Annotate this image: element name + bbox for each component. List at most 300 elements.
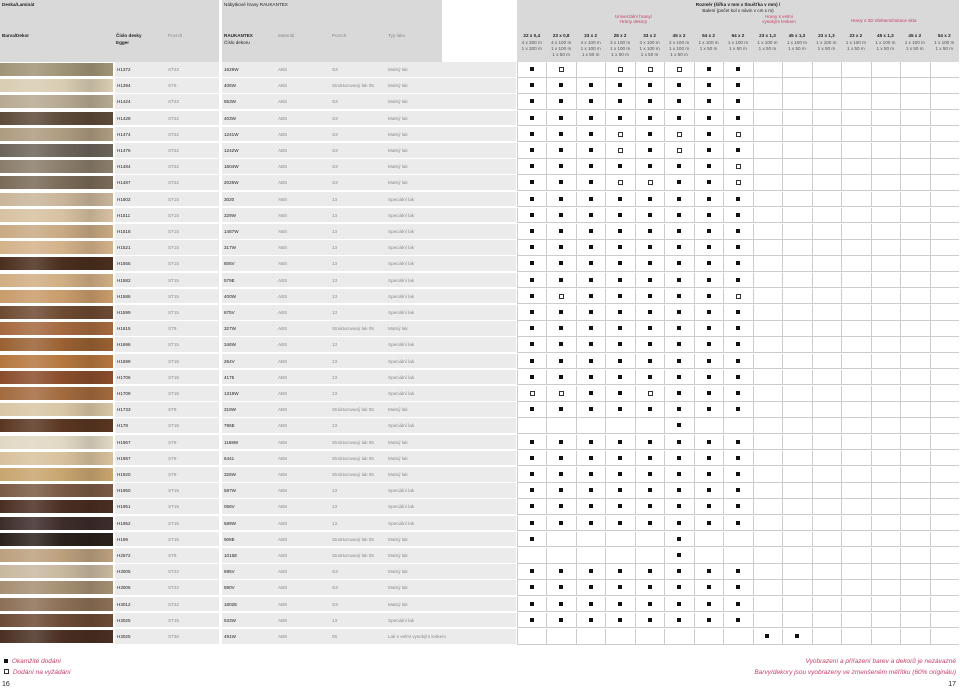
grid-line [871, 370, 872, 385]
table-row [0, 192, 960, 207]
grid-line [841, 402, 842, 417]
cell-surface: ST15 [168, 342, 179, 348]
filled-square-icon [618, 278, 622, 282]
cell-surface: ST15 [168, 212, 179, 218]
filled-square-icon [618, 326, 622, 330]
grid-line [517, 532, 518, 547]
grid-line [664, 597, 665, 612]
filled-square-icon [707, 359, 711, 363]
grid-line [753, 402, 754, 417]
cell-egger: H1372 [117, 67, 131, 72]
grid-line [517, 629, 518, 644]
size-col-pack1: 1 x 100 m [934, 40, 955, 45]
decor-swatch [0, 338, 113, 351]
cell-code: 400W [224, 293, 237, 299]
cell-code: 1629W [224, 67, 239, 72]
filled-square-icon [677, 504, 681, 508]
row-availability [517, 62, 959, 78]
filled-square-icon [589, 375, 593, 379]
grid-line [635, 175, 636, 190]
table-row [0, 208, 960, 223]
filled-square-icon [677, 116, 681, 120]
cell-mat: ABS [278, 212, 288, 218]
grid-line [812, 516, 813, 531]
grid-line [782, 78, 783, 93]
grid-line [782, 62, 783, 77]
filled-square-icon [707, 342, 711, 346]
filled-square-icon [648, 375, 652, 379]
grid-line [900, 629, 901, 644]
row-gap [219, 613, 222, 628]
grid-line [841, 451, 842, 466]
grid-line [517, 386, 518, 401]
filled-square-icon [677, 618, 681, 622]
grid-line [871, 289, 872, 304]
row-gap [219, 337, 222, 352]
grid-line [841, 564, 842, 579]
table-row [0, 418, 960, 433]
grid-line [694, 597, 695, 612]
filled-square-icon [736, 148, 740, 152]
grid-line [930, 111, 931, 126]
grid-line [930, 564, 931, 579]
filled-square-icon [530, 197, 534, 201]
cell-code: 264V [224, 358, 235, 364]
row-availability [517, 240, 959, 256]
cell-pov: Strukturovaný lak 05 [332, 536, 374, 542]
grid-line [635, 499, 636, 514]
filled-square-icon [648, 359, 652, 363]
size-col-sizes: 23 x 0,8 [552, 33, 570, 38]
grid-line [900, 94, 901, 109]
size-col-pack3: 1 x 50 m [611, 52, 629, 57]
grid-line [546, 435, 547, 450]
filled-square-icon [736, 618, 740, 622]
grid-line [900, 516, 901, 531]
decor-swatch [0, 371, 113, 384]
decor-swatch [0, 306, 113, 319]
grid-line [664, 273, 665, 288]
size-col-pack1: 4 x 300 m [521, 40, 542, 45]
open-square-icon [648, 67, 653, 72]
grid-line [753, 499, 754, 514]
filled-square-icon [707, 407, 711, 411]
grid-line [605, 256, 606, 271]
filled-square-icon [648, 83, 652, 87]
cell-surface: ST15 [168, 374, 179, 380]
cell-egger: H1706 [117, 374, 131, 380]
grid-line [782, 386, 783, 401]
cell-surface: ST9 [168, 455, 177, 461]
cell-lak: Speciální lak [388, 245, 415, 251]
grid-line [782, 418, 783, 433]
grid-line [664, 418, 665, 433]
grid-line [900, 321, 901, 336]
grid-line [723, 597, 724, 612]
filled-square-icon [648, 504, 652, 508]
note-1: Vyobrazení a přiřazení barev a dekorů je nezávazné [805, 658, 956, 665]
grid-line [812, 224, 813, 239]
filled-square-icon [707, 261, 711, 265]
grid-line [635, 483, 636, 498]
grid-line [664, 499, 665, 514]
size-col-pack2: 1 x 50 m [817, 46, 836, 51]
grid-line [576, 62, 577, 77]
table-row [0, 483, 960, 498]
row-availability [517, 337, 959, 353]
decor-swatch [0, 128, 113, 141]
grid-line [664, 386, 665, 401]
grid-line [694, 159, 695, 174]
grid-line [753, 175, 754, 190]
grid-line [517, 208, 518, 223]
grid-line [576, 256, 577, 271]
grid-line [753, 564, 754, 579]
filled-square-icon [648, 261, 652, 265]
cell-mat: ABS [278, 504, 288, 510]
filled-square-icon [736, 326, 740, 330]
grid-line [753, 467, 754, 482]
decor-swatch [0, 484, 113, 497]
grid-line [635, 467, 636, 482]
filled-square-icon [589, 585, 593, 589]
grid-line [753, 354, 754, 369]
grid-line [605, 289, 606, 304]
row-availability [517, 629, 959, 645]
grid-line [723, 289, 724, 304]
filled-square-icon [589, 310, 593, 314]
cell-pov: 13 [332, 310, 338, 315]
grid-line [782, 629, 783, 644]
filled-square-icon [530, 440, 534, 444]
cell-code: 553W [224, 99, 237, 105]
open-square-icon [618, 132, 623, 137]
grid-line [694, 337, 695, 352]
filled-square-icon [618, 310, 622, 314]
grid-line [635, 78, 636, 93]
grid-line [812, 256, 813, 271]
cell-code: 695V [224, 569, 235, 575]
grid-line [605, 418, 606, 433]
grid-line [576, 418, 577, 433]
filled-square-icon [559, 148, 563, 152]
grid-line [605, 548, 606, 563]
grid-line [723, 240, 724, 255]
row-gap [219, 499, 222, 514]
table-row [0, 78, 960, 93]
open-square-icon [677, 148, 682, 153]
cell-lak: Matný lak [388, 472, 408, 477]
grid-line [723, 354, 724, 369]
filled-square-icon [677, 440, 681, 444]
filled-square-icon [530, 504, 534, 508]
grid-line [694, 208, 695, 223]
row-gap [219, 273, 222, 288]
filled-square-icon [707, 602, 711, 606]
cell-pov: 13 [332, 391, 338, 396]
filled-square-icon [618, 164, 622, 168]
filled-square-icon [530, 180, 534, 184]
grid-line [576, 564, 577, 579]
grid-line [635, 516, 636, 531]
cell-surface: ST15 [168, 520, 179, 526]
grid-line [871, 580, 872, 595]
grid-line [576, 305, 577, 320]
decor-swatch [0, 241, 113, 254]
table-row [0, 548, 960, 563]
filled-square-icon [559, 504, 563, 508]
filled-square-icon [589, 472, 593, 476]
grid-line [871, 175, 872, 190]
grid-line [871, 159, 872, 174]
table-row [0, 402, 960, 417]
grid-line [517, 597, 518, 612]
grid-line [605, 78, 606, 93]
header-cislo: Číslo desky [116, 33, 142, 38]
cell-code: 403W [224, 115, 237, 121]
filled-square-icon [795, 634, 799, 638]
filled-square-icon [677, 342, 681, 346]
filled-square-icon [677, 294, 681, 298]
cell-egger: H1696 [117, 342, 131, 348]
filled-square-icon [707, 391, 711, 395]
table-row [0, 305, 960, 320]
cell-surface: ST15 [168, 488, 179, 494]
filled-square-icon [707, 456, 711, 460]
grid-line [635, 192, 636, 207]
grid-line [576, 321, 577, 336]
filled-square-icon [589, 326, 593, 330]
grid-line [841, 467, 842, 482]
grid-line [635, 597, 636, 612]
cell-surface: ST22 [168, 148, 179, 153]
row-availability [517, 127, 959, 143]
grid-line [517, 580, 518, 595]
cell-mat: ABS [278, 472, 288, 477]
grid-line [930, 175, 931, 190]
filled-square-icon [559, 407, 563, 411]
grid-line [723, 370, 724, 385]
grid-line [694, 402, 695, 417]
filled-square-icon [618, 440, 622, 444]
cell-lak: Speciální lak [388, 293, 415, 299]
grid-line [841, 256, 842, 271]
cell-code: 1802E [224, 601, 238, 607]
band-universal [517, 14, 750, 28]
grid-line [841, 305, 842, 320]
cell-mat: ABS [278, 569, 288, 575]
grid-line [753, 483, 754, 498]
grid-line [812, 192, 813, 207]
grid-line [723, 94, 724, 109]
grid-line [664, 580, 665, 595]
cell-surface: ST15 [168, 536, 179, 542]
cell-egger: H1699 [117, 358, 131, 364]
filled-square-icon [736, 197, 740, 201]
grid-line [841, 159, 842, 174]
grid-line [576, 548, 577, 563]
filled-square-icon [559, 359, 563, 363]
size-col-pack2: 1 x 50 m [847, 46, 865, 51]
grid-line [841, 548, 842, 563]
grid-line [664, 467, 665, 482]
grid-line [723, 127, 724, 142]
grid-line [930, 62, 931, 77]
filled-square-icon [648, 213, 652, 217]
size-col-sizes: 45 x 2 [908, 33, 922, 38]
grid-line [517, 337, 518, 352]
filled-square-icon [677, 488, 681, 492]
grid-line [871, 273, 872, 288]
grid-line [694, 564, 695, 579]
decor-swatch [0, 387, 113, 400]
grid-line [546, 386, 547, 401]
row-availability [517, 370, 959, 386]
row-gap [219, 467, 222, 482]
grid-line [723, 224, 724, 239]
row-gap [219, 532, 222, 547]
grid-line [723, 580, 724, 595]
grid-line [782, 305, 783, 320]
grid-line [605, 94, 606, 109]
grid-line [694, 370, 695, 385]
grid-line [664, 613, 665, 628]
cell-pov: S3 [332, 180, 338, 186]
table-row [0, 532, 960, 547]
grid-line [605, 370, 606, 385]
filled-square-icon [677, 602, 681, 606]
filled-square-icon [707, 83, 711, 87]
cell-pov: Strukturovaný lak 05 [332, 326, 374, 332]
grid-line [871, 548, 872, 563]
filled-square-icon [677, 99, 681, 103]
grid-line [871, 354, 872, 369]
filled-square-icon [559, 472, 563, 476]
filled-square-icon [677, 213, 681, 217]
grid-line [605, 451, 606, 466]
grid-line [841, 613, 842, 628]
filled-square-icon [589, 148, 593, 152]
cell-mat: ABS [278, 601, 288, 607]
grid-line [546, 451, 547, 466]
cell-egger: H1521 [117, 245, 131, 251]
cell-mat: ABS [278, 293, 288, 299]
row-gap [219, 192, 222, 207]
decor-swatch [0, 452, 113, 465]
grid-line [900, 208, 901, 223]
row-gap [219, 62, 222, 77]
cell-surface: ST15 [168, 277, 179, 283]
grid-line [635, 354, 636, 369]
row-gap [219, 548, 222, 563]
grid-line [871, 435, 872, 450]
grid-line [576, 240, 577, 255]
grid-line [664, 354, 665, 369]
grid-line [576, 435, 577, 450]
decor-swatch [0, 500, 113, 513]
grid-line [782, 289, 783, 304]
filled-square-icon [530, 618, 534, 622]
legend-filled-label: Okamžité dodání [11, 658, 61, 665]
row-gap [219, 386, 222, 401]
grid-line [635, 580, 636, 595]
filled-square-icon [530, 456, 534, 460]
filled-square-icon [559, 569, 563, 573]
grid-line [871, 192, 872, 207]
grid-line [517, 159, 518, 174]
filled-square-icon [618, 391, 622, 395]
filled-square-icon [677, 423, 681, 427]
grid-line [900, 597, 901, 612]
grid-line [635, 321, 636, 336]
grid-line [841, 78, 842, 93]
grid-line [871, 78, 872, 93]
grid-line [753, 386, 754, 401]
grid-line [694, 321, 695, 336]
filled-square-icon [618, 504, 622, 508]
grid-line [900, 370, 901, 385]
grid-line [576, 224, 577, 239]
grid-line [900, 78, 901, 93]
grid-line [576, 175, 577, 190]
row-gap [219, 175, 222, 190]
grid-line [694, 499, 695, 514]
decor-swatch [0, 630, 113, 643]
cell-surface: ST22 [168, 99, 179, 105]
cell-mat: ABS [278, 99, 288, 105]
size-col-sizes: 22 x 0,4 [523, 33, 541, 38]
cell-mat: ABS [278, 67, 288, 72]
grid-line [576, 629, 577, 644]
cell-egger: H1733 [117, 407, 131, 413]
grid-line [694, 273, 695, 288]
row-gap [219, 402, 222, 417]
filled-square-icon [530, 407, 534, 411]
decor-swatch [0, 322, 113, 335]
grid-line [664, 370, 665, 385]
grid-line [782, 111, 783, 126]
filled-square-icon [677, 310, 681, 314]
grid-line [723, 402, 724, 417]
grid-line [546, 192, 547, 207]
row-gap [219, 143, 222, 158]
filled-square-icon [530, 585, 534, 589]
row-gap [219, 564, 222, 579]
row-availability [517, 321, 959, 337]
cell-pov: 13 [332, 423, 338, 429]
cell-lak: Speciální lak [388, 520, 415, 526]
size-col-sizes: 33 x 2 [643, 33, 656, 38]
grid-line [635, 208, 636, 223]
grid-line [812, 240, 813, 255]
row-gap [219, 321, 222, 336]
grid-line [900, 532, 901, 547]
filled-square-icon [736, 278, 740, 282]
filled-square-icon [559, 488, 563, 492]
grid-line [605, 305, 606, 320]
filled-square-icon [618, 197, 622, 201]
grid-line [664, 127, 665, 142]
decor-swatch [0, 274, 113, 287]
grid-line [930, 240, 931, 255]
grid-line [841, 418, 842, 433]
cell-lak: Matný lak [388, 536, 408, 542]
grid-line [576, 370, 577, 385]
grid-line [635, 256, 636, 271]
right-subtitle: Balení (počet kol x návin v cm x m) [702, 8, 774, 13]
size-col-pack2: 1 x 100 m [551, 46, 572, 51]
grid-line [753, 580, 754, 595]
